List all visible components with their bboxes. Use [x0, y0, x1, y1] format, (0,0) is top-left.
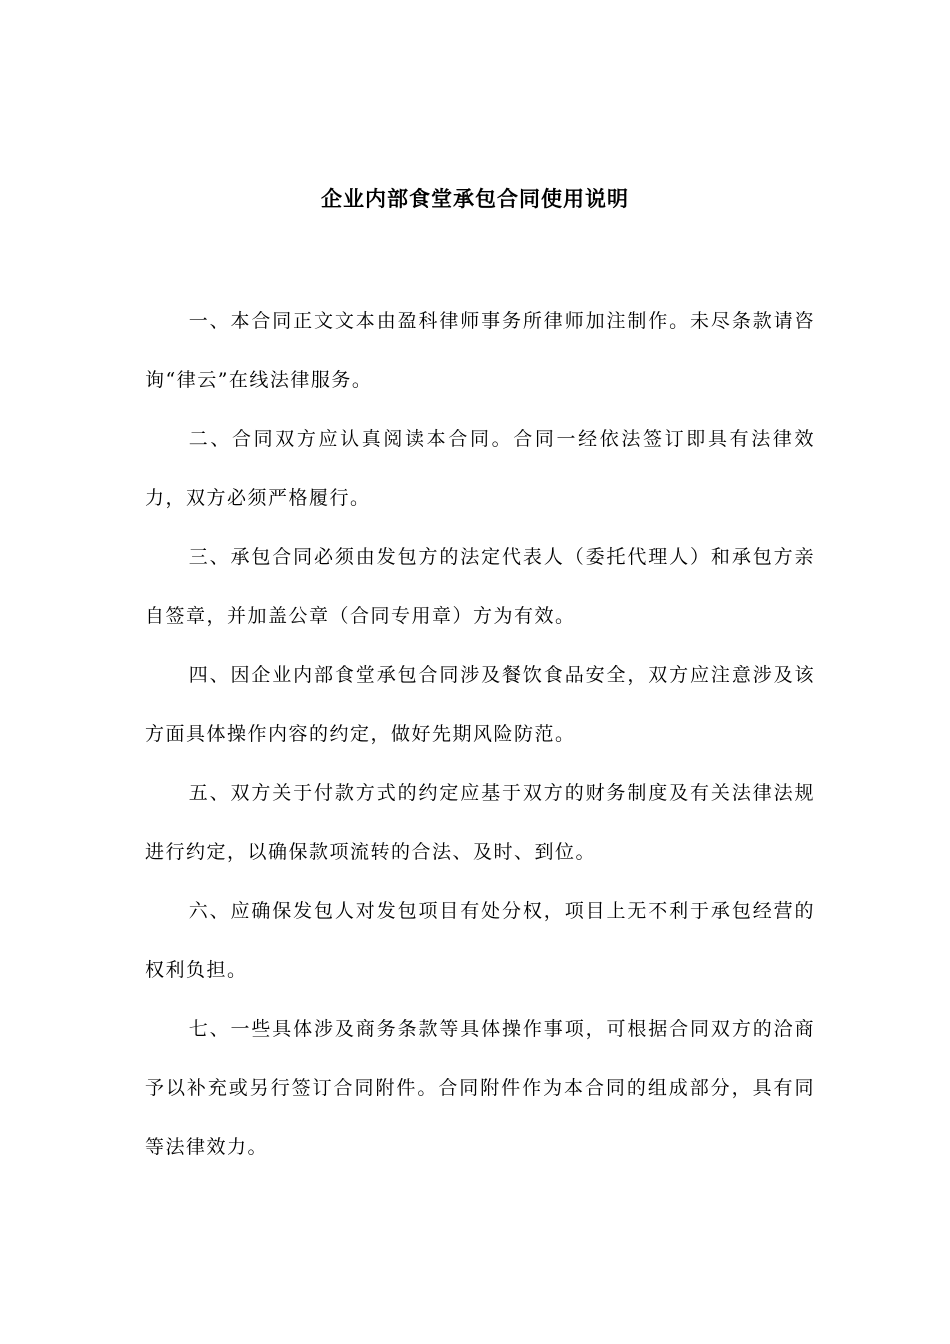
document-body — [145, 292, 815, 1177]
document-title: 企业内部食堂承包合同使用说明 — [321, 186, 629, 211]
paragraph-2: 二、合同双方应认真阅读本合同。合同一经依法签订即具有法律效力，双方必须严格履行。 — [145, 428, 815, 509]
paragraph-3: 三、承包合同必须由发包方的法定代表人（委托代理人）和承包方亲自签章，并加盖公章（合同专用章）方为有效。 — [145, 546, 815, 627]
paragraph-6: 六、应确保发包人对发包项目有处分权，项目上无不利于承包经营的权利负担。 — [145, 900, 815, 981]
paragraph-1: 一、本合同正文文本由盈科律师事务所律师加注制作。未尽条款请咨询“律云”在线法律服务。 — [145, 310, 815, 391]
paragraph-4: 四、因企业内部食堂承包合同涉及餐饮食品安全，双方应注意涉及该方面具体操作内容的约定，做好先期风险防范。 — [145, 664, 815, 745]
paragraph-5: 五、双方关于付款方式的约定应基于双方的财务制度及有关法律法规进行约定，以确保款项流转的合法、及时、到位。 — [145, 782, 815, 863]
paragraph-7: 七、一些具体涉及商务条款等具体操作事项，可根据合同双方的洽商予以补充或另行签订合同附件。合同附件作为本合同的组成部分，具有同等法律效力。 — [145, 1018, 815, 1158]
